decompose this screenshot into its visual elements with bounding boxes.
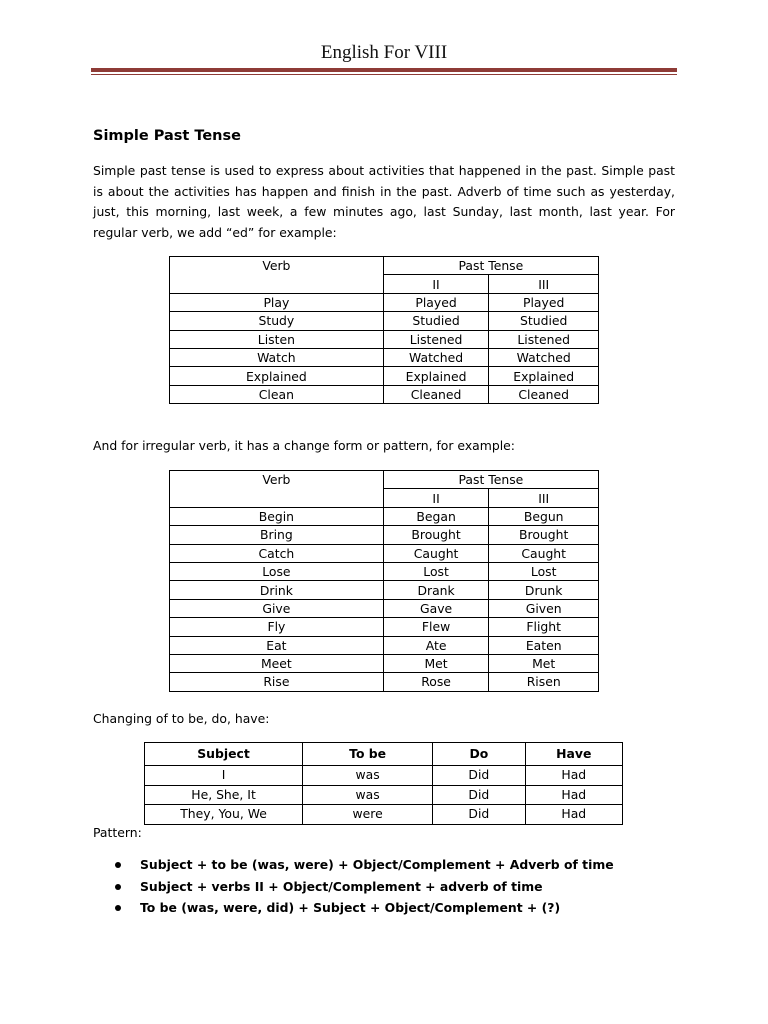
past-iii-cell: Caught (489, 544, 599, 562)
table-header-ii: II (383, 489, 489, 507)
tobe-intro: Changing of to be, do, have: (93, 711, 270, 726)
past-iii-cell: Lost (489, 562, 599, 580)
past-ii-cell: Began (383, 507, 489, 525)
past-ii-cell: Ate (383, 636, 489, 654)
table-row (170, 562, 599, 580)
past-ii-cell: Played (383, 293, 489, 311)
verb-cell: Meet (170, 654, 384, 672)
table-row (170, 599, 599, 617)
do-cell: Did (433, 766, 525, 786)
table-header-past-tense: Past Tense (383, 471, 598, 489)
verb-cell: Play (170, 293, 384, 311)
have-cell: Had (525, 805, 622, 825)
verb-cell: Fly (170, 618, 384, 636)
table-header-subject: Subject (145, 743, 303, 766)
irregular-intro: And for irregular verb, it has a change form or pattern, for example: (93, 438, 515, 453)
verb-cell: Watch (170, 348, 384, 366)
header-rule-thick (91, 68, 677, 72)
table-row (170, 330, 599, 348)
past-iii-cell: Begun (489, 507, 599, 525)
table-header-to-be: To be (303, 743, 433, 766)
verb-cell: Listen (170, 330, 384, 348)
table-row (145, 785, 623, 805)
table-header-verb: Verb (170, 257, 384, 294)
table-row (170, 348, 599, 366)
past-iii-cell: Played (489, 293, 599, 311)
verb-cell: Lose (170, 562, 384, 580)
to-be-cell: were (303, 805, 433, 825)
past-ii-cell: Met (383, 654, 489, 672)
do-cell: Did (433, 805, 525, 825)
verb-cell: Catch (170, 544, 384, 562)
list-item (93, 897, 614, 919)
past-ii-cell: Cleaned (383, 385, 489, 403)
header-rule-thin (91, 74, 677, 75)
past-iii-cell: Flight (489, 618, 599, 636)
past-ii-cell: Brought (383, 526, 489, 544)
bullet-icon (115, 862, 121, 868)
past-ii-cell: Listened (383, 330, 489, 348)
regular-verb-table (169, 256, 599, 404)
table-row (170, 507, 599, 525)
table-row (170, 312, 599, 330)
subject-cell: He, She, It (145, 785, 303, 805)
table-header-iii: III (489, 489, 599, 507)
table-row (170, 526, 599, 544)
verb-cell: Study (170, 312, 384, 330)
table-row (170, 385, 599, 403)
pattern-text: Subject + to be (was, were) + Object/Complement + Adverb of time (140, 857, 614, 872)
irregular-verb-table (169, 470, 599, 692)
list-item (93, 876, 614, 898)
have-cell: Had (525, 766, 622, 786)
past-ii-cell: Rose (383, 673, 489, 691)
table-row (170, 636, 599, 654)
table-row (170, 544, 599, 562)
past-iii-cell: Drunk (489, 581, 599, 599)
verb-cell: Drink (170, 581, 384, 599)
past-ii-cell: Caught (383, 544, 489, 562)
to-be-cell: was (303, 785, 433, 805)
past-iii-cell: Met (489, 654, 599, 672)
table-row (145, 805, 623, 825)
past-ii-cell: Studied (383, 312, 489, 330)
pattern-label: Pattern: (93, 825, 142, 840)
table-row (145, 766, 623, 786)
verb-cell: Eat (170, 636, 384, 654)
verb-cell: Explained (170, 367, 384, 385)
verb-cell: Rise (170, 673, 384, 691)
past-ii-cell: Explained (383, 367, 489, 385)
table-header-have: Have (525, 743, 622, 766)
past-ii-cell: Gave (383, 599, 489, 617)
intro-paragraph: Simple past tense is used to express about activities that happened in the past. Simple past is about the activities has happen and finish in the past. Adverb of time such as yesterday, just, this morning, last week, a few minutes ago, last Sunday, last month, last year. For regular verb, we add “ed” for example: (93, 163, 675, 240)
table-header-past-tense: Past Tense (383, 257, 598, 275)
past-iii-cell: Eaten (489, 636, 599, 654)
past-iii-cell: Explained (489, 367, 599, 385)
pattern-text: Subject + verbs II + Object/Complement + adverb of time (140, 878, 543, 894)
pattern-text: To be (was, were, did) + Subject + Object/Complement + (?) (140, 900, 561, 915)
past-ii-cell: Flew (383, 618, 489, 636)
past-iii-cell: Cleaned (489, 385, 599, 403)
verb-cell: Bring (170, 526, 384, 544)
table-header-ii: II (383, 275, 489, 293)
verb-cell: Begin (170, 507, 384, 525)
table-header-verb: Verb (170, 471, 384, 508)
table-row (170, 293, 599, 311)
table-header-do: Do (433, 743, 525, 766)
to-be-cell: was (303, 766, 433, 786)
table-row (170, 654, 599, 672)
section-heading: Simple Past Tense (93, 128, 241, 144)
subject-cell: They, You, We (145, 805, 303, 825)
past-iii-cell: Given (489, 599, 599, 617)
past-iii-cell: Brought (489, 526, 599, 544)
past-iii-cell: Risen (489, 673, 599, 691)
have-cell: Had (525, 785, 622, 805)
table-row (170, 618, 599, 636)
subject-cell: I (145, 766, 303, 786)
page-header-title: English For VIII (320, 42, 448, 63)
tobe-table (144, 742, 623, 825)
past-iii-cell: Studied (489, 312, 599, 330)
pattern-list (93, 854, 614, 919)
bullet-icon (115, 884, 121, 890)
bullet-icon (115, 905, 121, 911)
table-header-iii: III (489, 275, 599, 293)
past-iii-cell: Watched (489, 348, 599, 366)
verb-cell: Clean (170, 385, 384, 403)
do-cell: Did (433, 785, 525, 805)
table-row (170, 581, 599, 599)
table-row (170, 673, 599, 691)
past-ii-cell: Watched (383, 348, 489, 366)
past-ii-cell: Lost (383, 562, 489, 580)
past-iii-cell: Listened (489, 330, 599, 348)
verb-cell: Give (170, 599, 384, 617)
list-item (93, 854, 614, 876)
table-row (170, 367, 599, 385)
past-ii-cell: Drank (383, 581, 489, 599)
